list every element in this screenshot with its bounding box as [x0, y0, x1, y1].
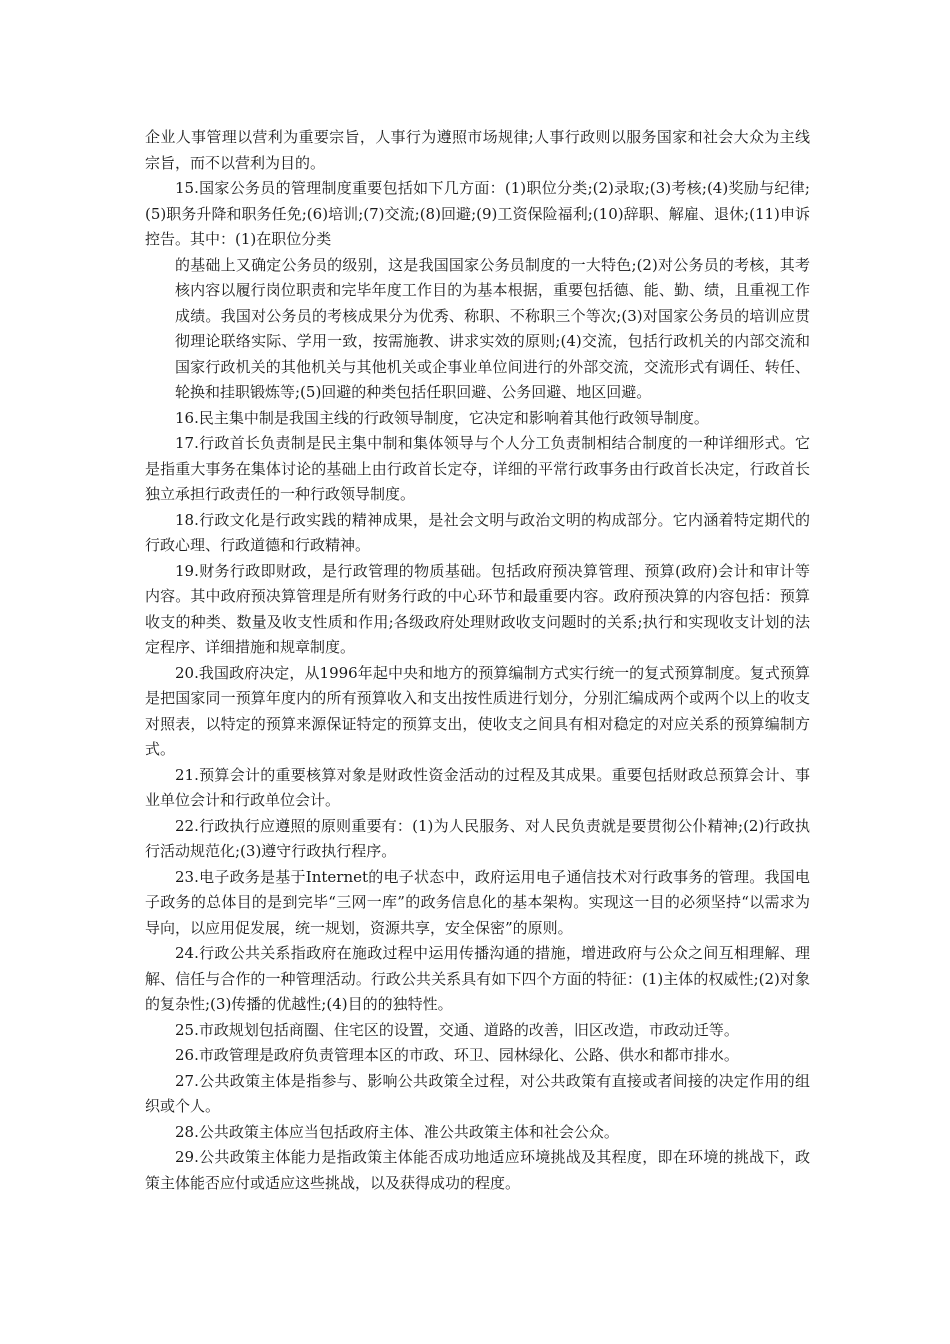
paragraph-21: 21.预算会计的重要核算对象是财政性资金活动的过程及其成果。重要包括财政总预算会计、事业单位会计和行政单位会计。: [145, 765, 810, 809]
paragraph-25: 25.市政规划包括商圈、住宅区的设置，交通、道路的改善，旧区改造，市政动迁等。: [175, 1020, 739, 1039]
paragraph-20: 20.我国政府决定，从1996年起中央和地方的预算编制方式实行统一的复式预算制度。复式预算是把国家同一预算年度内的所有预算收入和支出按性质进行划分，分别汇编成两个或两个以上的收支对照表，以特定的预算来源保证特定的预算支出，使收支之间具有相对稳定的对应关系的预算编制方式。: [145, 663, 810, 758]
document-body: [145, 125, 810, 1196]
paragraph-24: 24.行政公共关系指政府在施政过程中运用传播沟通的措施，增进政府与公众之间互相理解、理解、信任与合作的一种管理活动。行政公共关系具有如下四个方面的特征：(1)主体的权威性;(2)对象的复杂性;(3)传播的优越性;(4)目的的独特性。: [145, 944, 810, 1013]
paragraph-19: 19.财务行政即财政，是行政管理的物质基础。包括政府预决算管理、预算(政府)会计和审计等内容。其中政府预决算管理是所有财务行政的中心环节和最重要内容。政府预决算的内容包括：预算收支的种类、数量及收支性质和作用;各级政府处理财政收支问题时的关系;执行和实现收支计划的法定程序、详细措施和规章制度。: [145, 561, 810, 656]
paragraph-23: 23.电子政务是基于Internet的电子状态中，政府运用电子通信技术对行政事务的管理。我国电子政务的总体目的是到完毕“三网一库”的政务信息化的基本架构。实现这一目的必须坚持“以需求为导向，以应用促发展，统一规划，资源共享，安全保密”的原则。: [145, 867, 810, 937]
paragraph-26: 26.市政管理是政府负责管理本区的市政、环卫、园林绿化、公路、供水和都市排水。: [175, 1046, 739, 1064]
paragraph-17: 17.行政首长负责制是民主集中制和集体领导与个人分工负责制相结合制度的一种详细形式。它是指重大事务在集体讨论的基础上由行政首长定夺，详细的平常行政事务由行政首长决定，行政首长独立承担行政责任的一种行政领导制度。: [145, 434, 810, 503]
paragraph-18: 18.行政文化是行政实践的精神成果，是社会文明与政治文明的构成部分。它内涵着特定期代的行政心理、行政道德和行政精神。: [145, 510, 810, 554]
paragraph-16: 16.民主集中制是我国主线的行政领导制度，它决定和影响着其他行政领导制度。: [175, 408, 709, 427]
paragraph-22: 22.行政执行应遵照的原则重要有：(1)为人民服务、对人民负责就是要贯彻公仆精神;(2)行政执行活动规范化;(3)遵守行政执行程序。: [145, 816, 810, 860]
paragraph-15: 15.国家公务员的管理制度重要包括如下几方面：(1)职位分类;(2)录取;(3)考核;(4)奖励与纪律;(5)职务升降和职务任免;(6)培训;(7)交流;(8)回避;(9)工资保险福利;(10)辞职、解雇、退休;(11)申诉控告。其中：(1)在职位分类: [145, 179, 810, 248]
paragraph-29: 29.公共政策主体能力是指政策主体能否成功地适应环境挑战及其程度，即在环境的挑战下，政策主体能否应付或适应这些挑战，以及获得成功的程度。: [145, 1148, 810, 1192]
paragraph-15-continued: 的基础上又确定公务员的级别，这是我国国家公务员制度的一大特色;(2)对公务员的考核，其考核内容以履行岗位职责和完毕年度工作目的为基本根据，重要包括德、能、勤、绩，且重视工作成绩。我国对公务员的考核成果分为优秀、称职、不称职三个等次;(3)对国家公务员的培训应贯彻理论联络实际、学用一致，按需施教、讲求实效的原则;(4)交流，包括行政机关的内部交流和国家行政机关的其他机关与其他机关或企事业单位间进行的外部交流，交流形式有调任、转任、轮换和挂职锻炼等;(5)回避的种类包括任职回避、公务回避、地区回避。: [175, 255, 810, 401]
paragraph-27: 27.公共政策主体是指参与、影响公共政策全过程，对公共政策有直接或者间接的决定作用的组织或个人。: [145, 1071, 810, 1115]
paragraph-28: 28.公共政策主体应当包括政府主体、准公共政策主体和社会公众。: [175, 1122, 619, 1141]
paragraph-continuation: 企业人事管理以营利为重要宗旨，人事行为遵照市场规律;人事行政则以服务国家和社会大众为主线宗旨，而不以营利为目的。: [145, 128, 810, 172]
